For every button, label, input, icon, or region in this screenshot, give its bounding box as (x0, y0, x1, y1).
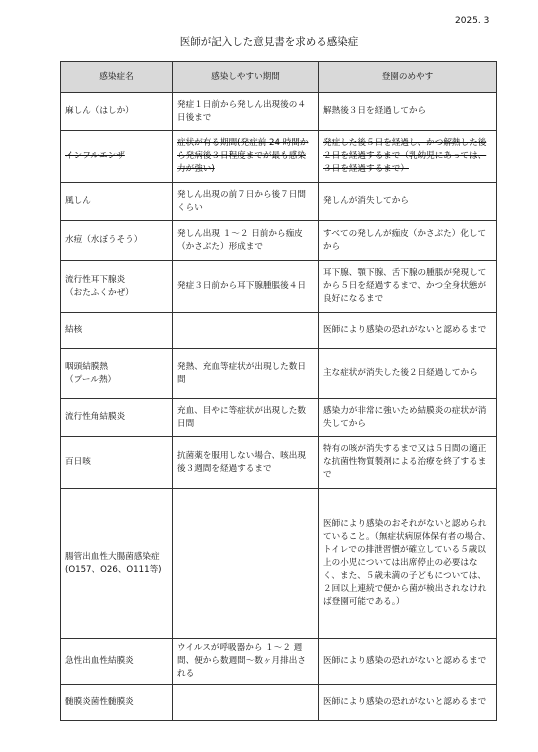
infection-period: 発しん出現 １～２ 日前から痂皮（かさぶた）形成まで (173, 221, 319, 261)
disease-name: 流行性角結膜炎 (61, 399, 173, 437)
document-date: 2025. 3 (455, 16, 490, 26)
return-criteria: 発しんが消失してから (319, 183, 497, 221)
table-row (61, 399, 497, 437)
return-criteria: 医師により感染のおそれがないと認められていること。（無症状病原体保有者の場合、トイレでの排泄習慣が確立している５歳以上の小児については出席停止の必要はなく、また、５歳未満の子どもについては、２回以上連続で便から菌が検出されなければ登園可能である。） (319, 489, 497, 639)
table-row (61, 313, 497, 349)
disease-name: 咽頭結膜熱 (65, 361, 108, 372)
infection-period (173, 313, 319, 349)
return-criteria: 特有の咳が消失するまで又は５日間の適正な抗菌性物質製剤による治療を終了するまで (319, 437, 497, 489)
infection-period: 充血、目やに等症状が出現した数日間 (173, 399, 319, 437)
return-criteria: 発症した後５日を経過し、かつ解熱した後２日を経過するまで（乳幼児にあっては、３日を経過するまで） (319, 131, 497, 183)
infection-period (173, 489, 319, 639)
return-criteria: すべての発しんが痂皮（かさぶた）化してから (319, 221, 497, 261)
infection-period: 発症１日前から発しん出現後の４日後まで (173, 93, 319, 131)
disease-name: 急性出血性結膜炎 (61, 639, 173, 685)
disease-name: 髄膜炎菌性髄膜炎 (61, 685, 173, 721)
disease-name: 風しん (61, 183, 173, 221)
table-row (61, 183, 497, 221)
header-criteria: 登園のめやす (319, 62, 497, 93)
disease-name: インフルエンザ (61, 131, 173, 183)
infection-period (173, 685, 319, 721)
return-criteria: 医師により感染の恐れがないと認めるまで (319, 685, 497, 721)
infection-period: 発症３日前から耳下腺腫脹後４日 (173, 261, 319, 313)
disease-name: 百日咳 (61, 437, 173, 489)
document-title: 医師が記入した意見書を求める感染症 (179, 36, 359, 48)
disease-name: 流行性耳下腺炎 (65, 274, 126, 285)
infection-period: 発熱、充血等症状が出現した数日間 (173, 349, 319, 399)
disease-name: 結核 (61, 313, 173, 349)
infection-period: 抗菌薬を服用しない場合、咳出現後３週間を経過するまで (173, 437, 319, 489)
table-row (61, 93, 497, 131)
return-criteria: 感染力が非常に強いため結膜炎の症状が消失してから (319, 399, 497, 437)
disease-table (60, 61, 497, 721)
disease-name-cell (61, 349, 173, 399)
disease-name-alias: （おたふくかぜ） (65, 287, 134, 298)
table-row (61, 685, 497, 721)
disease-name: 腸管出血性大腸菌感染症(O157、O26、O111等) (61, 489, 173, 639)
table-row (61, 221, 497, 261)
header-period: 感染しやすい期間 (173, 62, 319, 93)
table-row (61, 261, 497, 313)
header-disease: 感染症名 (61, 62, 173, 93)
table-row (61, 131, 497, 183)
table-row (61, 437, 497, 489)
table-row (61, 489, 497, 639)
return-criteria: 主な症状が消失した後２日経過してから (319, 349, 497, 399)
infection-period: 症状が有る期間(発症前 24 時間から発病後３日程度までが最も感染力が強い) (173, 131, 319, 183)
return-criteria: 医師により感染の恐れがないと認めるまで (319, 313, 497, 349)
return-criteria: 解熱後３日を経過してから (319, 93, 497, 131)
disease-name: 水痘（水ぼうそう） (61, 221, 173, 261)
infection-period: ウイルスが呼吸器から １～２ 週間、便から数週間～数ヶ月排出される (173, 639, 319, 685)
return-criteria: 耳下腺、顎下腺、舌下腺の腫脹が発現してから５日を経過するまで、かつ全身状態が良好になるまで (319, 261, 497, 313)
table-row (61, 639, 497, 685)
infection-period: 発しん出現の前７日から後７日間くらい (173, 183, 319, 221)
table-header-row (61, 62, 497, 93)
disease-name-alias: （プール熱） (65, 374, 117, 385)
table-row (61, 349, 497, 399)
disease-name-cell (61, 261, 173, 313)
disease-name: 麻しん（はしか） (61, 93, 173, 131)
return-criteria: 医師により感染の恐れがないと認めるまで (319, 639, 497, 685)
